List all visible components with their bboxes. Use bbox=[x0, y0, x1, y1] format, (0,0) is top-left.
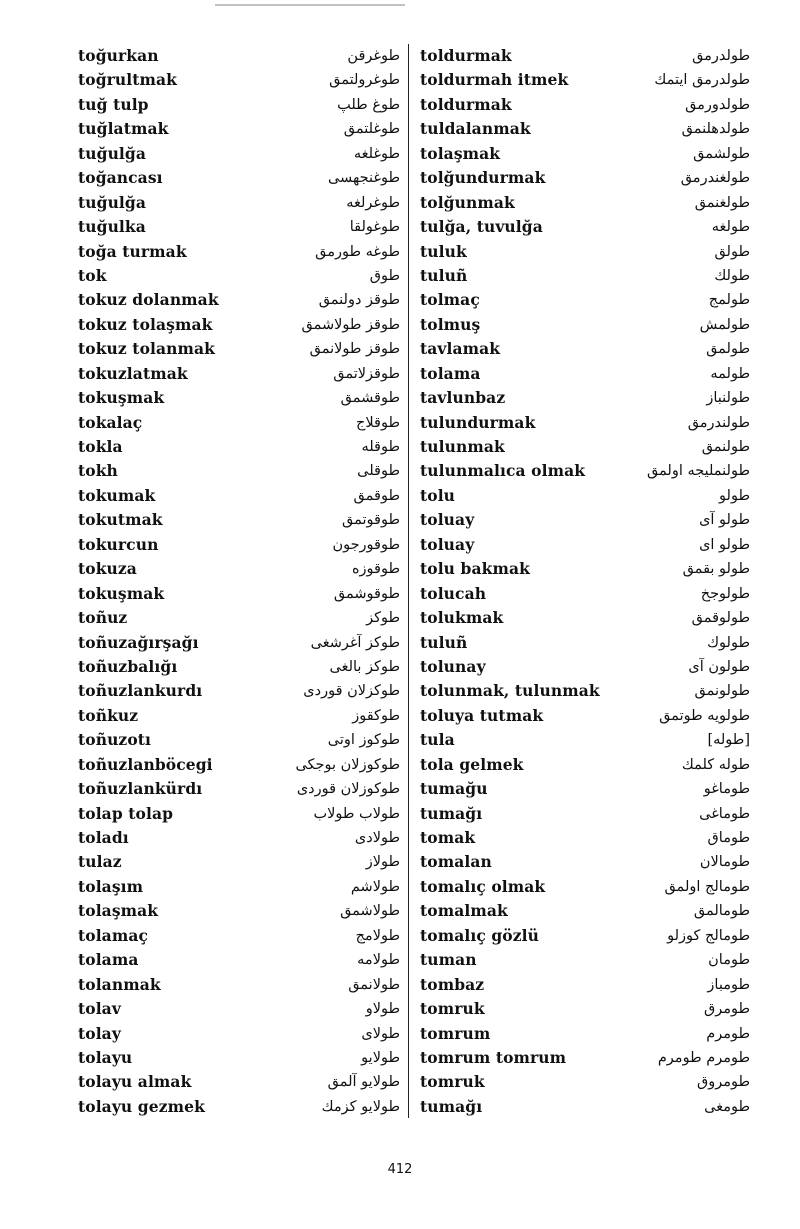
entry-arabic: طوكوزلان بوجكی bbox=[295, 756, 400, 773]
entry-latin: toldurmak bbox=[420, 94, 512, 114]
dictionary-entry bbox=[78, 411, 400, 435]
dictionary-entry bbox=[420, 117, 750, 141]
entry-latin: tolunay bbox=[420, 656, 486, 676]
dictionary-entry bbox=[420, 68, 750, 92]
column-divider bbox=[408, 44, 409, 1118]
entry-latin: tolğundurmak bbox=[420, 168, 546, 188]
entry-arabic: طولاب طولاب bbox=[313, 805, 400, 822]
entry-latin: tula bbox=[420, 730, 455, 750]
entry-latin: tuğlatmak bbox=[78, 119, 169, 139]
entry-latin: tolanmak bbox=[78, 974, 161, 994]
entry-arabic: طولدرمق ایتمك bbox=[654, 72, 750, 89]
entry-arabic: طولو آی bbox=[699, 512, 750, 529]
entry-latin: toğurkan bbox=[78, 46, 159, 65]
dictionary-entry bbox=[420, 313, 750, 337]
entry-latin: tulunmalıca olmak bbox=[420, 461, 586, 481]
dictionary-entry bbox=[78, 264, 400, 288]
entry-arabic: [طوله] bbox=[707, 732, 750, 749]
dictionary-entry bbox=[420, 655, 750, 679]
entry-latin: tomalmak bbox=[420, 901, 508, 921]
entry-latin: tokurcun bbox=[78, 534, 159, 554]
entry-arabic: طوكقوز bbox=[352, 707, 400, 724]
entry-arabic: طولمه bbox=[710, 365, 750, 382]
entry-latin: tolaşmak bbox=[420, 143, 501, 163]
dictionary-entry bbox=[78, 899, 400, 923]
dictionary-entry bbox=[420, 44, 750, 68]
dictionary-entry bbox=[78, 924, 400, 948]
entry-latin: tokuşmak bbox=[78, 583, 165, 603]
dictionary-entry bbox=[420, 191, 750, 215]
entry-latin: tomalıç gözlü bbox=[420, 925, 539, 945]
dictionary-entry bbox=[420, 533, 750, 557]
entry-latin: tolukmak bbox=[420, 608, 504, 628]
dictionary-entry bbox=[420, 362, 750, 386]
dictionary-entry bbox=[78, 777, 400, 801]
entry-latin: tokuzlatmak bbox=[78, 363, 188, 383]
entry-arabic: طولغه bbox=[711, 219, 750, 236]
dictionary-entry bbox=[420, 508, 750, 532]
entry-latin: toğancası bbox=[78, 168, 163, 188]
entry-latin: tolu bbox=[420, 485, 456, 505]
entry-arabic: طولایو كزمك bbox=[321, 1098, 400, 1115]
entry-latin: tulğa, tuvulğa bbox=[420, 217, 543, 237]
entry-latin: tolav bbox=[78, 999, 121, 1019]
dictionary-entry bbox=[78, 704, 400, 728]
dictionary-entry bbox=[78, 997, 400, 1021]
entry-latin: toluay bbox=[420, 510, 475, 530]
entry-arabic: طوقز دولنمق bbox=[318, 292, 400, 309]
dictionary-entry bbox=[78, 826, 400, 850]
left-column bbox=[78, 44, 400, 1119]
entry-latin: tolu bakmak bbox=[420, 559, 530, 579]
entry-arabic: طومباز bbox=[707, 976, 750, 993]
entry-arabic: طوقز طولانمق bbox=[309, 341, 400, 358]
entry-latin: tokuşmak bbox=[78, 388, 165, 408]
entry-latin: tolayu almak bbox=[78, 1072, 192, 1092]
entry-latin: tavlamak bbox=[420, 339, 501, 359]
entry-latin: tokuz tolanmak bbox=[78, 339, 215, 359]
dictionary-entry bbox=[420, 411, 750, 435]
entry-arabic: طومالمق bbox=[693, 903, 750, 920]
dictionary-entry bbox=[78, 93, 400, 117]
entry-arabic: طولوك bbox=[707, 634, 750, 651]
dictionary-entry bbox=[78, 1070, 400, 1094]
entry-arabic: طولمش bbox=[699, 316, 750, 333]
dictionary-entry bbox=[420, 1022, 750, 1046]
entry-latin: tolayu bbox=[78, 1047, 133, 1067]
entry-arabic: طوغنجهسی bbox=[327, 170, 400, 187]
entry-arabic: طولمق bbox=[706, 341, 750, 358]
entry-arabic: طوغلغه bbox=[353, 145, 400, 162]
dictionary-entry bbox=[78, 215, 400, 239]
entry-arabic: طولاشم bbox=[350, 878, 400, 895]
entry-arabic: طولغندرمق bbox=[680, 170, 750, 187]
entry-latin: tuğulğa bbox=[78, 143, 147, 163]
entry-latin: tulunmak bbox=[420, 437, 505, 456]
entry-arabic: طوكوز اوتی bbox=[327, 732, 400, 749]
entry-arabic: طولونمق bbox=[694, 683, 750, 700]
dictionary-entry bbox=[420, 459, 750, 483]
entry-latin: tola gelmek bbox=[420, 754, 524, 774]
entry-arabic: طوغ طلپ bbox=[337, 96, 400, 113]
entry-arabic: طوغرلغه bbox=[346, 194, 400, 211]
entry-latin: toñuzağırşağı bbox=[78, 632, 199, 652]
entry-latin: tulundurmak bbox=[420, 412, 536, 432]
dictionary-entry bbox=[78, 386, 400, 410]
dictionary-entry bbox=[78, 68, 400, 92]
entry-latin: toğa turmak bbox=[78, 241, 187, 261]
entry-arabic: طوكز بالغی bbox=[329, 658, 400, 675]
entry-arabic: طولاو bbox=[365, 1001, 400, 1018]
dictionary-entry bbox=[420, 484, 750, 508]
dictionary-entry bbox=[420, 777, 750, 801]
entry-latin: tomrum tomrum bbox=[420, 1047, 567, 1067]
entry-latin: toñuzbalığı bbox=[78, 656, 178, 676]
dictionary-entry bbox=[78, 655, 400, 679]
dictionary-entry bbox=[420, 875, 750, 899]
dictionary-entry bbox=[420, 582, 750, 606]
dictionary-entry bbox=[78, 728, 400, 752]
dictionary-entry bbox=[420, 1095, 750, 1119]
entry-arabic: طوغه طورمق bbox=[315, 243, 400, 260]
entry-latin: tuldalanmak bbox=[420, 119, 531, 139]
entry-latin: tuman bbox=[420, 950, 477, 970]
entry-arabic: طوقشمق bbox=[340, 390, 400, 407]
dictionary-entry bbox=[78, 459, 400, 483]
entry-arabic: طوكوزلان قوردی bbox=[296, 781, 400, 798]
dictionary-entry bbox=[420, 606, 750, 630]
entry-latin: tokuz dolanmak bbox=[78, 290, 219, 310]
top-rule bbox=[215, 4, 405, 6]
entry-arabic: طولق bbox=[714, 243, 750, 260]
entry-arabic: طوكزلان قوردی bbox=[303, 683, 400, 700]
entry-latin: tolmuş bbox=[420, 314, 481, 334]
entry-arabic: طولدرمق bbox=[692, 48, 750, 64]
entry-arabic: طولنملیجه اولمق bbox=[646, 463, 750, 480]
entry-arabic: طولون آی bbox=[688, 658, 750, 675]
entry-arabic: طوغرقن bbox=[347, 48, 400, 64]
entry-latin: tumağı bbox=[420, 803, 483, 823]
dictionary-entry bbox=[420, 802, 750, 826]
entry-latin: toldurmah itmek bbox=[420, 70, 569, 90]
entry-latin: tomruk bbox=[420, 1072, 485, 1092]
entry-arabic: طوقورجون bbox=[332, 536, 400, 553]
entry-latin: tolamaç bbox=[78, 925, 149, 945]
entry-arabic: طوماغو bbox=[703, 781, 750, 798]
entry-latin: tuğ tulp bbox=[78, 94, 149, 114]
dictionary-entry bbox=[420, 973, 750, 997]
entry-arabic: طوقلاج bbox=[356, 414, 400, 431]
entry-latin: toñuz bbox=[78, 608, 128, 628]
dictionary-entry bbox=[78, 582, 400, 606]
entry-latin: toñuzlankurdı bbox=[78, 681, 203, 701]
entry-latin: tomruk bbox=[420, 999, 485, 1019]
entry-latin: tolay bbox=[78, 1023, 121, 1043]
dictionary-entry bbox=[420, 1046, 750, 1070]
entry-latin: toñuzotı bbox=[78, 730, 152, 750]
entry-latin: toğrultmak bbox=[78, 70, 178, 90]
entry-latin: tavlunbaz bbox=[420, 388, 506, 408]
entry-latin: tombaz bbox=[420, 974, 485, 994]
entry-latin: tomak bbox=[420, 828, 476, 847]
entry-latin: tuluñ bbox=[420, 265, 468, 285]
dictionary-entry bbox=[420, 631, 750, 655]
entry-arabic: طومغی bbox=[704, 1098, 750, 1115]
entry-latin: tokalaç bbox=[78, 412, 143, 432]
dictionary-entry bbox=[78, 1022, 400, 1046]
dictionary-entry bbox=[78, 850, 400, 874]
dictionary-entry bbox=[420, 1070, 750, 1094]
entry-arabic: طولویه طوتمق bbox=[659, 707, 750, 724]
dictionary-entry bbox=[78, 1046, 400, 1070]
entry-arabic: طومروق bbox=[696, 1074, 750, 1091]
entry-arabic: طوقلی bbox=[357, 463, 400, 480]
entry-arabic: طولدورمق bbox=[685, 96, 750, 113]
entry-arabic: طوقزلاتمق bbox=[333, 365, 400, 382]
dictionary-entry bbox=[78, 166, 400, 190]
dictionary-entry bbox=[78, 1095, 400, 1119]
dictionary-entry bbox=[420, 924, 750, 948]
entry-arabic: طولك bbox=[714, 267, 750, 284]
dictionary-entry bbox=[78, 435, 400, 459]
entry-arabic: طولایو آلمق bbox=[327, 1074, 400, 1091]
entry-latin: tokuza bbox=[78, 559, 137, 579]
entry-arabic: طوكز bbox=[366, 610, 400, 627]
entry-arabic: طوله كلمك bbox=[681, 756, 750, 773]
dictionary-entry bbox=[420, 215, 750, 239]
dictionary-entry bbox=[78, 753, 400, 777]
dictionary-entry bbox=[420, 386, 750, 410]
dictionary-entry bbox=[78, 606, 400, 630]
entry-arabic: طولای bbox=[361, 1025, 400, 1042]
dictionary-entry bbox=[78, 142, 400, 166]
dictionary-entry bbox=[78, 117, 400, 141]
entry-arabic: طولامه bbox=[357, 952, 400, 969]
entry-latin: tokutmak bbox=[78, 510, 163, 530]
entry-arabic: طولنباز bbox=[706, 390, 750, 407]
entry-latin: tokuz tolaşmak bbox=[78, 314, 213, 334]
entry-arabic: طولنمق bbox=[701, 439, 750, 455]
entry-latin: toñuzlankürdı bbox=[78, 779, 203, 799]
dictionary-entry bbox=[420, 826, 750, 850]
entry-arabic: طولمج bbox=[708, 292, 750, 309]
entry-latin: toladı bbox=[78, 828, 129, 847]
entry-arabic: طوكز آغرشغی bbox=[310, 634, 400, 651]
dictionary-entry bbox=[78, 679, 400, 703]
entry-latin: toñkuz bbox=[78, 705, 139, 725]
entry-arabic: طوماق bbox=[707, 830, 750, 846]
entry-arabic: طوقمق bbox=[353, 487, 400, 504]
entry-latin: tokla bbox=[78, 437, 123, 456]
dictionary-entry bbox=[420, 679, 750, 703]
entry-arabic: طوغولقا bbox=[349, 219, 400, 236]
right-column bbox=[420, 44, 750, 1119]
entry-arabic: طولاشمق bbox=[340, 903, 400, 920]
entry-arabic: طولاز bbox=[365, 854, 400, 871]
entry-latin: tuluk bbox=[420, 241, 467, 261]
dictionary-entry bbox=[420, 850, 750, 874]
entry-arabic: طوماغی bbox=[699, 805, 750, 822]
entry-arabic: طولامج bbox=[355, 927, 400, 944]
entry-latin: tokh bbox=[78, 461, 118, 481]
entry-arabic: طولادی bbox=[354, 830, 400, 846]
entry-latin: tuğulka bbox=[78, 217, 146, 237]
entry-arabic: طومرق bbox=[703, 1001, 750, 1018]
entry-arabic: طولدهلنمق bbox=[681, 121, 750, 138]
entry-latin: tolayu gezmek bbox=[78, 1096, 205, 1116]
dictionary-entry bbox=[78, 533, 400, 557]
entry-arabic: طوقز طولاشمق bbox=[301, 316, 400, 333]
dictionary-entry bbox=[420, 264, 750, 288]
entry-arabic: طولو ای bbox=[699, 536, 750, 553]
dictionary-entry bbox=[78, 631, 400, 655]
entry-latin: tokumak bbox=[78, 485, 156, 505]
dictionary-entry bbox=[78, 948, 400, 972]
dictionary-entry bbox=[420, 337, 750, 361]
dictionary-entry bbox=[78, 875, 400, 899]
dictionary-entry bbox=[420, 997, 750, 1021]
entry-latin: tolmaç bbox=[420, 290, 480, 310]
entry-arabic: طومالج اولمق bbox=[664, 878, 750, 895]
entry-latin: toluay bbox=[420, 534, 475, 554]
entry-arabic: طولشمق bbox=[693, 145, 750, 162]
entry-latin: tomalan bbox=[420, 852, 492, 872]
dictionary-entry bbox=[78, 557, 400, 581]
dictionary-entry bbox=[420, 166, 750, 190]
entry-latin: tolaşmak bbox=[78, 901, 159, 921]
dictionary-entry bbox=[420, 435, 750, 459]
dictionary-entry bbox=[78, 313, 400, 337]
entry-arabic: طولوقمق bbox=[691, 610, 750, 627]
dictionary-entry bbox=[420, 948, 750, 972]
dictionary-entry bbox=[420, 142, 750, 166]
dictionary-entry bbox=[420, 728, 750, 752]
dictionary-entry bbox=[420, 93, 750, 117]
entry-arabic: طولغنمق bbox=[694, 194, 750, 211]
entry-arabic: طولانمق bbox=[348, 976, 400, 993]
entry-arabic: طوقوشمق bbox=[333, 585, 400, 602]
entry-arabic: طوقله bbox=[361, 439, 400, 455]
dictionary-entry bbox=[78, 973, 400, 997]
entry-arabic: طوغلتمق bbox=[343, 121, 400, 138]
entry-latin: toñuzlanböcegi bbox=[78, 754, 213, 774]
entry-latin: tuğulğa bbox=[78, 192, 147, 212]
dictionary-entry bbox=[78, 337, 400, 361]
entry-arabic: طولندرمق bbox=[687, 414, 750, 431]
entry-latin: toluya tutmak bbox=[420, 705, 544, 725]
dictionary-entry bbox=[78, 288, 400, 312]
entry-latin: toldurmak bbox=[420, 46, 512, 65]
dictionary-entry bbox=[78, 362, 400, 386]
dictionary-entry bbox=[78, 44, 400, 68]
entry-arabic: طوقوتمق bbox=[342, 512, 400, 529]
dictionary-entry bbox=[420, 704, 750, 728]
entry-arabic: طولایو bbox=[361, 1049, 400, 1066]
entry-latin: tuluñ bbox=[420, 632, 468, 652]
entry-arabic: طومرم bbox=[706, 1025, 750, 1042]
entry-latin: tolucah bbox=[420, 583, 487, 603]
page-number: 412 bbox=[387, 1162, 413, 1177]
dictionary-entry bbox=[78, 802, 400, 826]
entry-arabic: طولو bbox=[719, 487, 750, 504]
entry-latin: tumağı bbox=[420, 1096, 483, 1116]
entry-arabic: طولوجخ bbox=[700, 585, 750, 602]
entry-arabic: طومالج كوزلو bbox=[667, 927, 750, 944]
entry-arabic: طوق bbox=[369, 267, 400, 284]
entry-latin: tolğunmak bbox=[420, 192, 515, 212]
dictionary-entry bbox=[420, 557, 750, 581]
entry-latin: tolaşım bbox=[78, 876, 144, 896]
entry-latin: tulaz bbox=[78, 852, 122, 872]
entry-latin: tomrum bbox=[420, 1023, 491, 1043]
entry-arabic: طومرم طومرم bbox=[657, 1049, 750, 1066]
entry-latin: tomalıç olmak bbox=[420, 876, 546, 896]
dictionary-entry bbox=[420, 240, 750, 264]
entry-latin: tolap tolap bbox=[78, 803, 174, 823]
dictionary-entry bbox=[78, 191, 400, 215]
dictionary-entry bbox=[78, 484, 400, 508]
entry-arabic: طومان bbox=[708, 952, 750, 969]
entry-arabic: طوقوزه bbox=[351, 561, 400, 578]
dictionary-entry bbox=[420, 288, 750, 312]
entry-arabic: طومالان bbox=[699, 854, 750, 871]
dictionary-entry bbox=[78, 240, 400, 264]
entry-arabic: طوغرولتمق bbox=[329, 72, 400, 89]
entry-latin: tolunmak, tulunmak bbox=[420, 681, 600, 701]
entry-latin: tolama bbox=[420, 363, 481, 383]
dictionary-entry bbox=[420, 753, 750, 777]
dictionary-entry bbox=[78, 508, 400, 532]
entry-latin: tumağu bbox=[420, 779, 488, 799]
entry-arabic: طولو بقمق bbox=[682, 561, 750, 578]
dictionary-entry bbox=[420, 899, 750, 923]
entry-latin: tolama bbox=[78, 950, 139, 970]
entry-latin: tok bbox=[78, 265, 107, 285]
